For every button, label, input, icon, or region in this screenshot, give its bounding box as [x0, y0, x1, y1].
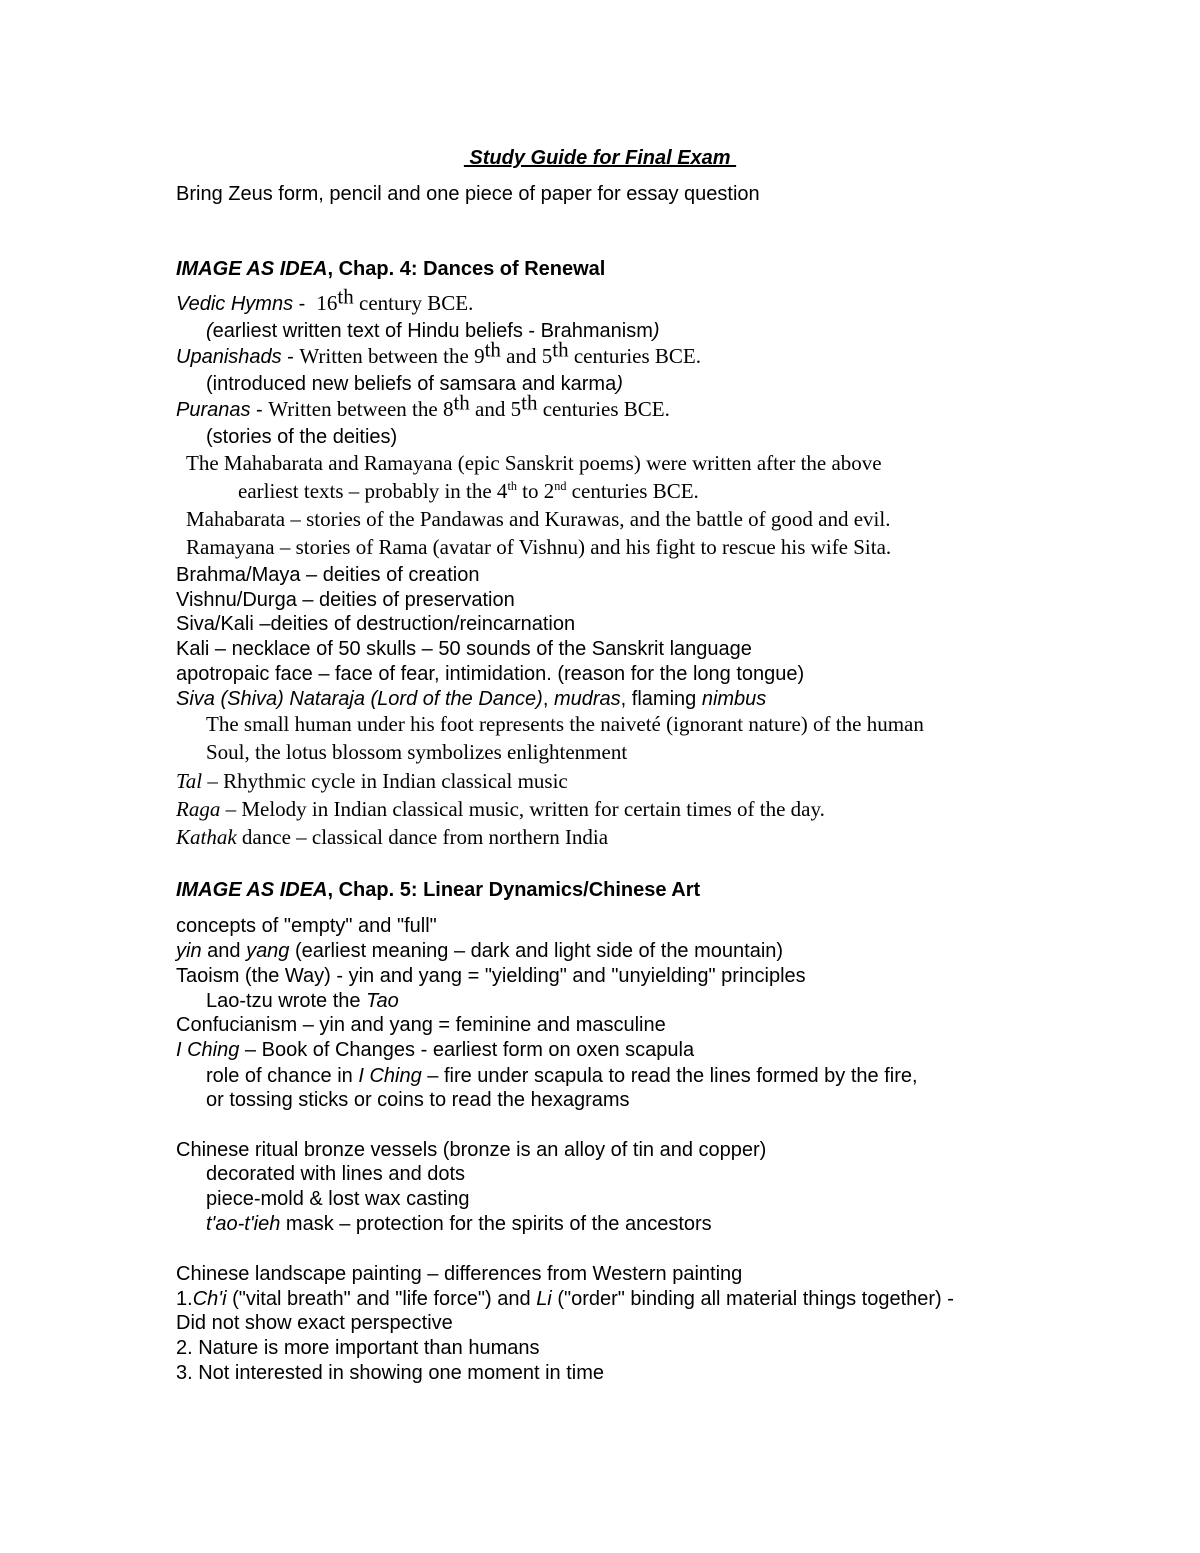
vishnu-line: Vishnu/Durga – deities of preservation — [176, 589, 515, 611]
confucianism-line: Confucianism – yin and yang = feminine and masculine — [176, 1014, 666, 1036]
iching-line: I Ching – Book of Changes - earliest form on oxen scapula — [176, 1039, 695, 1061]
vedic-hymns-line: Vedic Hymns - 16th century BCE. — [176, 284, 474, 315]
tal-line: Tal – Rhythmic cycle in Indian classical music — [176, 769, 568, 793]
empty-full-line: concepts of "empty" and "full" — [176, 915, 437, 937]
landscape-line: Chinese landscape painting – differences from Western painting — [176, 1263, 743, 1285]
epic-line-2: earliest texts – probably in the 4th to 2nd centuries BCE. — [238, 479, 699, 503]
brahma-line: Brahma/Maya – deities of creation — [176, 564, 480, 586]
puranas-note: (stories of the deities) — [206, 426, 398, 448]
epic-line-1: The Mahabarata and Ramayana (epic Sanskrit poems) were written after the above — [186, 451, 882, 475]
upanishads-note: (introduced new beliefs of samsara and karma) — [206, 373, 623, 395]
perspective-line: Did not show exact perspective — [176, 1312, 453, 1334]
taotieh-line: t'ao-t'ieh mask – protection for the spirits of the ancestors — [206, 1213, 712, 1235]
chance-line: role of chance in I Ching – fire under scapula to read the lines formed by the fire, — [206, 1065, 918, 1087]
bronze-line: Chinese ritual bronze vessels (bronze is an alloy of tin and copper) — [176, 1139, 767, 1161]
mahabarata-line: Mahabarata – stories of the Pandawas and Kurawas, and the battle of good and evil. — [186, 507, 891, 531]
ramayana-line: Ramayana – stories of Rama (avatar of Vishnu) and his fight to rescue his wife Sita. — [186, 535, 892, 559]
decorated-line: decorated with lines and dots — [206, 1163, 466, 1185]
upanishads-line: Upanishads - Written between the 9th and 5th centuries BCE. — [176, 337, 701, 368]
page-title: Study Guide for Final Exam — [463, 147, 737, 169]
small-human-line-2: Soul, the lotus blossom symbolizes enlightenment — [206, 740, 628, 764]
apotropaic-line: apotropaic face – face of fear, intimidation. (reason for the long tongue) — [176, 663, 805, 685]
raga-line: Raga – Melody in Indian classical music, written for certain times of the day. — [176, 797, 825, 821]
nataraja-line: Siva (Shiva) Nataraja (Lord of the Dance), mudras, flaming nimbus — [176, 688, 767, 710]
kathak-line: Kathak dance – classical dance from northern India — [176, 825, 609, 849]
intro-line: Bring Zeus form, pencil and one piece of paper for essay question — [176, 183, 760, 205]
nature-line: 2. Nature is more important than humans — [176, 1337, 540, 1359]
vedic-note: (earliest written text of Hindu beliefs - Brahmanism) — [206, 320, 660, 342]
taoism-line: Taoism (the Way) - yin and yang = "yielding" and "unyielding" principles — [176, 965, 806, 987]
section-heading-chap5: IMAGE AS IDEA, Chap. 5: Linear Dynamics/Chinese Art — [176, 879, 701, 901]
piece-mold-line: piece-mold & lost wax casting — [206, 1188, 470, 1210]
kali-line: Kali – necklace of 50 skulls – 50 sounds of the Sanskrit language — [176, 638, 752, 660]
puranas-line: Puranas - Written between the 8th and 5th centuries BCE. — [176, 390, 670, 421]
yin-yang-line: yin and yang (earliest meaning – dark and light side of the mountain) — [176, 940, 784, 962]
section-heading-chap4: IMAGE AS IDEA, Chap. 4: Dances of Renewal — [176, 258, 606, 280]
chi-line: 1.Ch'i ("vital breath" and "life force") and Li ("order" binding all material things together) - — [176, 1288, 954, 1310]
moment-line: 3. Not interested in showing one moment in time — [176, 1362, 604, 1384]
laotzu-line: Lao-tzu wrote the Tao — [206, 990, 399, 1012]
siva-kali-line: Siva/Kali –deities of destruction/reincarnation — [176, 613, 576, 635]
tossing-line: or tossing sticks or coins to read the hexagrams — [206, 1089, 630, 1111]
small-human-line-1: The small human under his foot represents the naiveté (ignorant nature) of the human — [206, 712, 924, 736]
